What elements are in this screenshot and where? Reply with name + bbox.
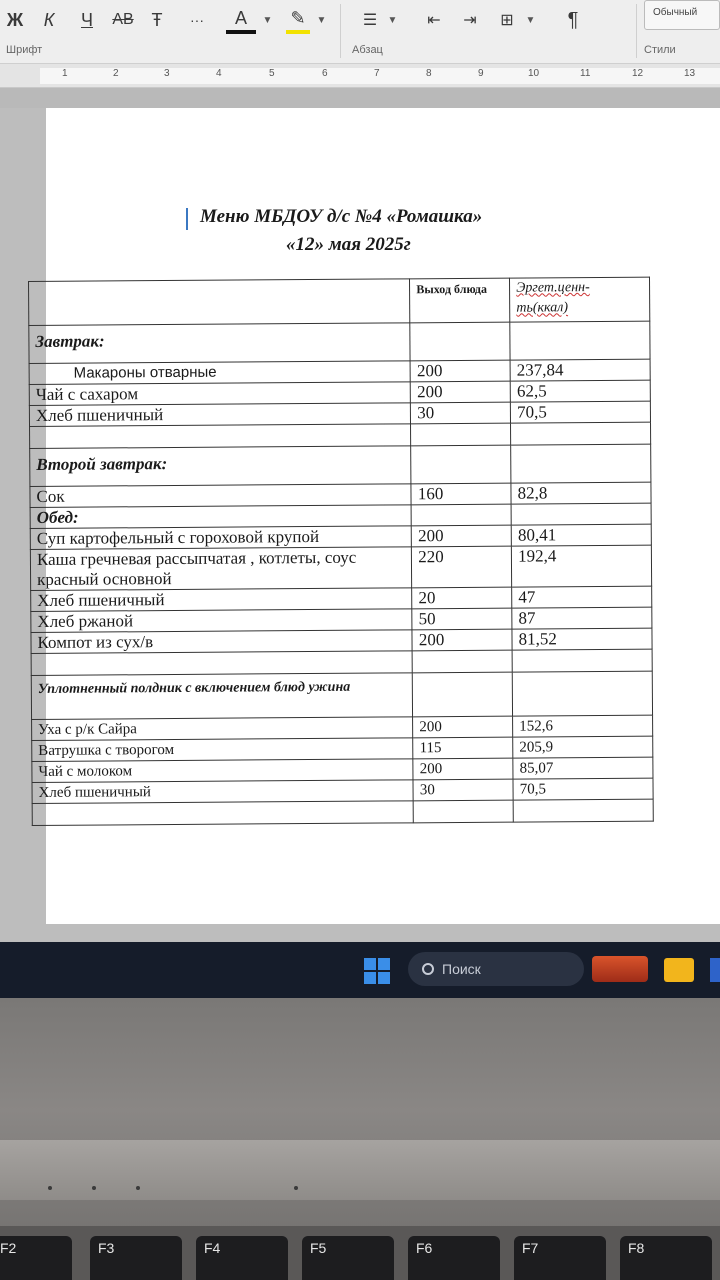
- group-divider: [636, 4, 637, 58]
- key-f6[interactable]: F6: [408, 1236, 500, 1280]
- dish-weight[interactable]: 20: [412, 587, 512, 609]
- taskbar-app-icon[interactable]: [710, 958, 720, 982]
- strike-icon[interactable]: Ŧ: [151, 9, 163, 30]
- search-icon: [422, 963, 434, 975]
- dish-name[interactable]: Чай с молоком: [32, 759, 413, 783]
- ruler-mark: 1: [62, 68, 68, 79]
- dish-energy[interactable]: 82,8: [511, 482, 651, 504]
- strikethrough-ab-button[interactable]: AB: [112, 11, 134, 28]
- dish-energy[interactable]: 85,07: [513, 757, 653, 779]
- menu-table[interactable]: [28, 277, 654, 826]
- dish-name[interactable]: Хлеб пшеничный: [31, 588, 412, 612]
- chevron-down-icon[interactable]: ▼: [316, 14, 327, 26]
- dish-energy[interactable]: 237,84: [510, 359, 650, 381]
- section-row-second-breakfast: [30, 444, 651, 486]
- dish-energy[interactable]: 205,9: [513, 736, 653, 758]
- text-cursor: [186, 208, 188, 230]
- numbered-list-icon[interactable]: ☰: [362, 12, 378, 29]
- increase-indent-icon[interactable]: ⇥: [463, 12, 477, 29]
- table-cell[interactable]: [511, 422, 651, 445]
- table-cell[interactable]: [413, 800, 513, 823]
- indicator-light: [294, 1186, 298, 1190]
- table-cell[interactable]: [412, 650, 512, 673]
- table-row: [30, 545, 651, 590]
- dish-weight[interactable]: 200: [413, 758, 513, 780]
- dish-energy[interactable]: 192,4: [511, 545, 651, 587]
- style-gallery-normal[interactable]: Обычный: [644, 0, 720, 30]
- key-f3[interactable]: F3: [90, 1236, 182, 1280]
- chevron-down-icon[interactable]: ▼: [262, 14, 273, 26]
- dish-weight[interactable]: 30: [413, 779, 513, 801]
- taskbar-app-icon[interactable]: [592, 956, 648, 982]
- energy-header-line2: ть(ккал): [516, 300, 569, 316]
- key-f2[interactable]: F2: [0, 1236, 72, 1280]
- dish-name[interactable]: Макароны отварные: [29, 361, 410, 385]
- italic-button[interactable]: К: [43, 9, 55, 30]
- section-row-breakfast: [29, 321, 650, 363]
- table-cell[interactable]: [511, 503, 651, 525]
- taskbar-search[interactable]: [408, 952, 584, 986]
- key-f7[interactable]: F7: [514, 1236, 606, 1280]
- energy-header-line1: Эргет.ценн-: [516, 280, 590, 296]
- dish-weight[interactable]: 200: [411, 525, 511, 547]
- ruler-mark: 6: [322, 68, 328, 79]
- table-cell[interactable]: [510, 321, 650, 360]
- dish-energy[interactable]: 81,52: [512, 628, 652, 650]
- dish-energy[interactable]: 87: [512, 607, 652, 629]
- section-title[interactable]: Обед:: [30, 505, 411, 529]
- ribbon-toolbar: [0, 0, 720, 64]
- weight-column-header[interactable]: Выход блюда: [410, 278, 510, 323]
- section-row-snack: [31, 671, 652, 719]
- dish-weight[interactable]: 200: [413, 716, 513, 738]
- file-explorer-icon[interactable]: [664, 958, 694, 982]
- dish-energy[interactable]: 80,41: [511, 524, 651, 546]
- dish-energy[interactable]: 152,6: [513, 715, 653, 737]
- dish-weight[interactable]: 220: [412, 546, 512, 588]
- table-cell[interactable]: [513, 799, 653, 822]
- dish-name[interactable]: Каша гречневая рассыпчатая , котлеты, соус красный основной: [30, 547, 412, 591]
- table-cell[interactable]: [410, 322, 510, 361]
- font-group-label: Шрифт: [6, 44, 43, 56]
- table-cell[interactable]: [32, 801, 413, 826]
- ruler-mark: 9: [478, 68, 484, 79]
- font-color-icon: A: [234, 7, 247, 28]
- underline-button[interactable]: Ч: [81, 9, 93, 30]
- key-f4[interactable]: F4: [196, 1236, 288, 1280]
- document-title[interactable]: Меню МБДОУ д/с №4 «Ромашка»: [200, 206, 483, 227]
- chevron-down-icon[interactable]: ▼: [525, 14, 536, 26]
- dish-energy[interactable]: 70,5: [513, 778, 653, 800]
- dish-name[interactable]: Сок: [30, 484, 411, 508]
- more-options-button[interactable]: ···: [190, 12, 204, 28]
- table-cell[interactable]: [511, 444, 651, 483]
- paragraph-group-label: Абзац: [352, 44, 383, 56]
- windows-start-icon[interactable]: [364, 958, 390, 984]
- ruler-mark: 13: [684, 68, 696, 79]
- dish-name[interactable]: Чай с сахаром: [29, 382, 410, 406]
- ruler-mark: 5: [269, 68, 275, 79]
- key-f5[interactable]: F5: [302, 1236, 394, 1280]
- table-cell[interactable]: [29, 279, 411, 326]
- key-f8[interactable]: F8: [620, 1236, 712, 1280]
- table-cell[interactable]: [411, 423, 511, 446]
- dish-name[interactable]: Хлеб пшеничный: [32, 780, 413, 804]
- ruler-mark: 7: [374, 68, 380, 79]
- dish-name[interactable]: Хлеб ржаной: [31, 609, 412, 633]
- document-gutter: [0, 88, 720, 108]
- section-title[interactable]: Завтрак:: [29, 323, 411, 364]
- table-cell[interactable]: [512, 649, 652, 672]
- dish-weight[interactable]: 200: [410, 360, 510, 382]
- ruler-mark: 12: [632, 68, 644, 79]
- dish-name[interactable]: Суп картофельный с гороховой крупой: [30, 526, 411, 550]
- dish-energy[interactable]: 62,5: [510, 380, 650, 402]
- dish-name[interactable]: Компот из сух/в: [31, 630, 412, 654]
- blank-row: [32, 799, 653, 825]
- table-cell[interactable]: [413, 672, 513, 717]
- dish-energy[interactable]: 70,5: [510, 401, 650, 423]
- indicator-light: [136, 1186, 140, 1190]
- pilcrow-icon[interactable]: ¶: [567, 8, 579, 31]
- dish-name[interactable]: Хлеб пшеничный: [29, 403, 410, 427]
- chevron-down-icon[interactable]: ▼: [387, 14, 398, 26]
- horizontal-ruler[interactable]: [0, 64, 720, 88]
- ruler-mark: 10: [528, 68, 540, 79]
- document-subtitle[interactable]: «12» мая 2025г: [286, 234, 411, 255]
- table-cell[interactable]: [30, 424, 411, 449]
- indicator-light: [48, 1186, 52, 1190]
- table-cell[interactable]: [31, 651, 412, 676]
- ruler-mark: 3: [164, 68, 170, 79]
- bold-button[interactable]: Ж: [6, 9, 24, 30]
- dish-weight[interactable]: 160: [411, 483, 511, 505]
- section-title[interactable]: Второй завтрак:: [30, 446, 412, 487]
- section-title[interactable]: Уплотненный полдник с включением блюд ужина: [31, 673, 413, 720]
- group-divider: [340, 4, 341, 58]
- indicator-light: [92, 1186, 96, 1190]
- laptop-hinge: [0, 1140, 720, 1200]
- ruler-mark: 11: [580, 68, 591, 79]
- dish-weight[interactable]: 200: [412, 629, 512, 651]
- table-cell[interactable]: [411, 504, 511, 526]
- table-cell[interactable]: [411, 445, 511, 484]
- ruler-mark: 4: [216, 68, 222, 79]
- ruler-mark: 2: [113, 68, 119, 79]
- dish-weight[interactable]: 115: [413, 737, 513, 759]
- dish-name[interactable]: Ватрушка с творогом: [32, 738, 413, 762]
- decrease-indent-icon[interactable]: ⇤: [427, 12, 441, 29]
- energy-column-header[interactable]: [510, 277, 650, 322]
- search-placeholder: Поиск: [442, 961, 481, 977]
- ruler-mark: 8: [426, 68, 432, 79]
- table-header-row: [29, 277, 650, 325]
- font-color-button[interactable]: [226, 6, 256, 34]
- dish-energy[interactable]: 47: [512, 586, 652, 608]
- styles-group-label: Стили: [644, 44, 676, 56]
- highlighter-icon: ✎: [290, 7, 306, 28]
- dish-weight[interactable]: 200: [410, 381, 510, 403]
- dish-name[interactable]: Уха с р/к Сайра: [32, 717, 413, 741]
- line-spacing-icon[interactable]: ⊞: [500, 12, 514, 29]
- dish-weight[interactable]: 30: [411, 402, 511, 424]
- highlight-button[interactable]: [286, 6, 310, 34]
- dish-weight[interactable]: 50: [412, 608, 512, 630]
- table-cell[interactable]: [512, 671, 652, 716]
